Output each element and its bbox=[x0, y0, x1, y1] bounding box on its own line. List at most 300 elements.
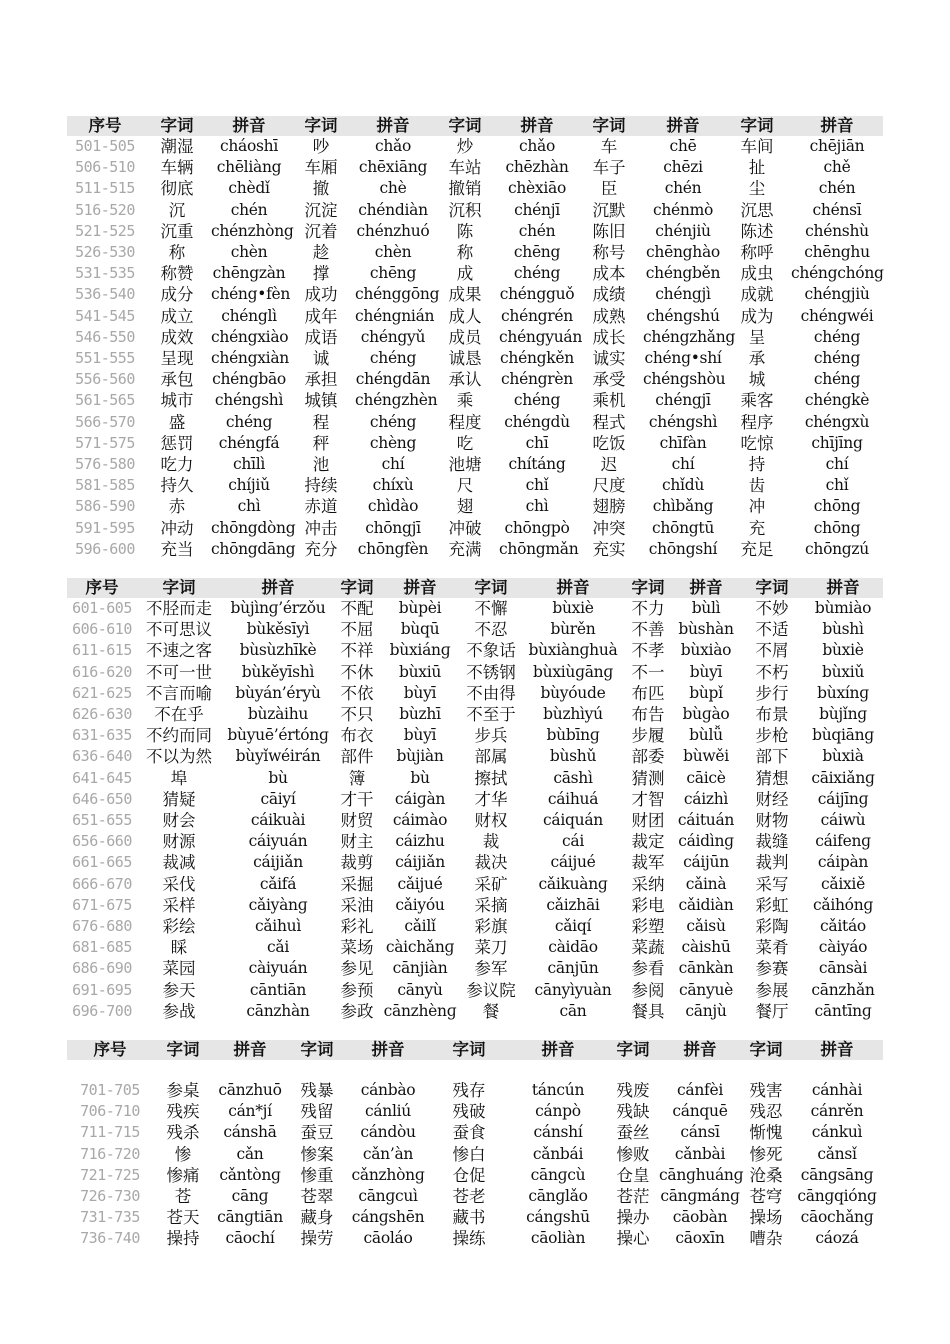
word-cell: 蚕豆 bbox=[300, 1123, 334, 1143]
word-cell: 成人 bbox=[448, 306, 482, 326]
pinyin-cell: bùxiè bbox=[552, 599, 594, 617]
pinyin-cell: chénggōng bbox=[355, 285, 440, 304]
pinyin-cell: bùkěsīyì bbox=[246, 620, 310, 639]
word-cell: 撤销 bbox=[448, 179, 482, 199]
word-cell: 操劳 bbox=[300, 1229, 334, 1249]
serial-cell: 666-670 bbox=[72, 874, 132, 893]
pinyin-cell: chénsī bbox=[812, 200, 862, 219]
word-cell: 程式 bbox=[592, 412, 626, 432]
word-cell: 程度 bbox=[448, 412, 482, 432]
pinyin-cell: bùqiānɡ bbox=[812, 726, 874, 745]
pinyin-cell: cāixiǎnɡ bbox=[811, 768, 875, 787]
pinyin-cell: bùpǐ bbox=[689, 683, 723, 702]
pinyin-cell: cǎiyóu bbox=[395, 895, 445, 914]
word-cell: 仓促 bbox=[452, 1165, 486, 1185]
serial-cell: 656-660 bbox=[72, 832, 132, 851]
word-cell: 冲破 bbox=[448, 518, 482, 538]
header-pinyin: 拼音 bbox=[791, 1040, 883, 1060]
table-header bbox=[67, 1040, 883, 1060]
header-pinyin: 拼音 bbox=[659, 1040, 741, 1060]
word-cell: 餐厅 bbox=[755, 1001, 789, 1021]
table-row bbox=[67, 369, 883, 390]
pinyin-cell: cānyuè bbox=[678, 980, 734, 999]
pinyin-cell: chéng bbox=[369, 412, 417, 431]
pinyin-cell: cǎnbái bbox=[532, 1144, 584, 1163]
word-cell: 车 bbox=[600, 137, 618, 156]
pinyin-cell: chǎo bbox=[374, 137, 412, 155]
word-cell: 苍穹 bbox=[749, 1187, 783, 1207]
pinyin-cell: bùqū bbox=[400, 620, 440, 639]
table-row bbox=[67, 704, 883, 725]
serial-cell: 531-535 bbox=[75, 264, 135, 283]
table-row bbox=[67, 1228, 883, 1249]
pinyin-cell: chōngtū bbox=[651, 518, 714, 537]
pinyin-cell: bùxiùɡānɡ bbox=[533, 662, 613, 681]
word-cell: 布告 bbox=[631, 705, 665, 725]
word-cell: 陈旧 bbox=[592, 221, 626, 241]
serial-cell: 586-590 bbox=[75, 497, 135, 516]
table-row bbox=[67, 157, 883, 178]
vocab-section-2 bbox=[67, 578, 883, 1022]
pinyin-cell: chéng•fèn bbox=[211, 285, 291, 304]
header-word: 字词 bbox=[137, 578, 221, 598]
header-word: 字词 bbox=[741, 578, 803, 598]
pinyin-cell: cāochí bbox=[225, 1229, 275, 1248]
table-row bbox=[67, 1080, 883, 1101]
pinyin-cell: chénglì bbox=[221, 306, 277, 325]
pinyin-cell: chéng bbox=[513, 391, 561, 410]
word-cell: 沉着 bbox=[304, 221, 338, 241]
word-cell: 不可思议 bbox=[146, 620, 212, 640]
pinyin-cell: chéng bbox=[369, 349, 417, 368]
pinyin-cell: cānjiàn bbox=[392, 959, 448, 978]
word-cell: 成为 bbox=[740, 306, 774, 326]
pinyin-cell: bùyóude bbox=[540, 683, 606, 702]
pinyin-cell: bùxiào bbox=[680, 641, 732, 660]
pinyin-cell: chénshù bbox=[805, 221, 869, 240]
table-row bbox=[67, 874, 883, 895]
table-row bbox=[67, 221, 883, 242]
serial-cell: 566-570 bbox=[75, 412, 135, 431]
word-cell: 惩罚 bbox=[160, 433, 194, 453]
pinyin-cell: cánrěn bbox=[810, 1102, 864, 1121]
word-cell: 成长 bbox=[592, 327, 626, 347]
serial-cell: 596-600 bbox=[75, 539, 135, 558]
table-row bbox=[67, 306, 883, 327]
table-row bbox=[67, 980, 883, 1001]
vocab-section-3 bbox=[67, 1040, 883, 1250]
pinyin-cell: chéngshú bbox=[646, 306, 720, 325]
pinyin-cell: cānɡcuì bbox=[358, 1187, 418, 1206]
pinyin-cell: bùxiè bbox=[822, 641, 864, 660]
table-row bbox=[67, 1165, 883, 1186]
word-cell: 不妙 bbox=[755, 599, 789, 618]
word-cell: 裁剪 bbox=[340, 853, 374, 873]
pinyin-cell: cǎixiě bbox=[821, 874, 865, 893]
pinyin-cell: cánshā bbox=[223, 1123, 277, 1142]
pinyin-cell: cānɡlǎo bbox=[528, 1187, 588, 1206]
pinyin-cell: chéndiàn bbox=[358, 200, 428, 219]
word-cell: 齿 bbox=[748, 476, 766, 496]
pinyin-cell: cǎizhāi bbox=[546, 895, 600, 914]
header-word: 字词 bbox=[575, 116, 643, 136]
word-cell: 不力 bbox=[631, 599, 665, 618]
table-row bbox=[67, 433, 883, 454]
pinyin-cell: cǎihónɡ bbox=[813, 895, 873, 914]
table-row bbox=[67, 683, 883, 704]
serial-cell: 576-580 bbox=[75, 455, 135, 474]
pinyin-cell: cǎnsǐ bbox=[817, 1144, 857, 1163]
word-cell: 诚恳 bbox=[448, 349, 482, 369]
word-cell: 擦拭 bbox=[474, 768, 508, 788]
word-cell: 成果 bbox=[448, 285, 482, 305]
word-cell: 操持 bbox=[166, 1229, 200, 1249]
word-cell: 菜刀 bbox=[474, 938, 508, 958]
pinyin-cell: cānɡcù bbox=[530, 1165, 586, 1184]
word-cell: 步行 bbox=[755, 683, 789, 703]
table-row bbox=[67, 136, 883, 157]
word-cell: 参阅 bbox=[631, 980, 665, 1000]
word-cell: 不锈钢 bbox=[466, 662, 516, 682]
word-cell: 成 bbox=[456, 264, 474, 284]
word-cell: 苍天 bbox=[166, 1208, 200, 1228]
word-cell: 秤 bbox=[312, 433, 330, 453]
pinyin-cell: chén bbox=[518, 221, 556, 240]
pinyin-cell: chōngjī bbox=[365, 518, 421, 537]
table-row bbox=[67, 518, 883, 539]
word-cell: 不象话 bbox=[466, 641, 516, 661]
word-cell: 参预 bbox=[340, 980, 374, 1000]
word-cell: 诚 bbox=[312, 349, 330, 369]
word-cell: 惨白 bbox=[452, 1144, 486, 1164]
pinyin-cell: càiyáo bbox=[818, 938, 868, 957]
pinyin-cell: chēng bbox=[369, 264, 417, 283]
word-cell: 睬 bbox=[170, 938, 188, 958]
pinyin-cell: cáijīnɡ bbox=[817, 789, 869, 808]
word-cell: 充满 bbox=[448, 539, 482, 559]
pinyin-cell: cānjūn bbox=[547, 959, 599, 978]
serial-cell: 706-710 bbox=[80, 1102, 140, 1121]
pinyin-cell: chǐ bbox=[525, 476, 549, 495]
pinyin-cell: chōngfèn bbox=[357, 539, 429, 558]
table-row bbox=[67, 768, 883, 789]
table-row bbox=[67, 937, 883, 958]
table-row bbox=[67, 284, 883, 305]
word-cell: 布衣 bbox=[340, 726, 374, 746]
header-pinyin: 拼音 bbox=[499, 116, 575, 136]
serial-cell: 571-575 bbox=[75, 433, 135, 452]
word-cell: 成就 bbox=[740, 285, 774, 305]
word-cell: 不至于 bbox=[466, 705, 516, 725]
word-cell: 呈 bbox=[748, 327, 766, 347]
pinyin-cell: cānɡqiónɡ bbox=[797, 1187, 877, 1206]
word-cell: 充足 bbox=[740, 539, 774, 559]
serial-cell: 716-720 bbox=[80, 1144, 140, 1163]
pinyin-cell: chējiān bbox=[809, 137, 865, 155]
word-cell: 吃力 bbox=[160, 455, 194, 475]
word-cell: 参桌 bbox=[166, 1081, 200, 1100]
pinyin-cell: cǎisù bbox=[686, 917, 726, 936]
pinyin-cell: chénmò bbox=[652, 200, 714, 219]
pinyin-cell: chéngdān bbox=[355, 370, 431, 389]
pinyin-cell: càiyuán bbox=[248, 959, 308, 978]
pinyin-cell: chénjiù bbox=[655, 221, 711, 240]
word-cell: 冲动 bbox=[160, 518, 194, 538]
word-cell: 彩电 bbox=[631, 895, 665, 915]
word-cell: 裁决 bbox=[474, 853, 508, 873]
word-cell: 持久 bbox=[160, 476, 194, 496]
table-row bbox=[67, 831, 883, 852]
word-cell: 仓皇 bbox=[616, 1165, 650, 1185]
word-cell: 彩绘 bbox=[162, 917, 196, 937]
pinyin-cell: chě bbox=[823, 158, 851, 177]
word-cell: 步枪 bbox=[755, 726, 789, 746]
pinyin-cell: cǎifá bbox=[259, 874, 297, 893]
word-cell: 撑 bbox=[312, 264, 330, 284]
serial-cell: 556-560 bbox=[75, 370, 135, 389]
pinyin-cell: chéngxù bbox=[804, 412, 870, 431]
pinyin-cell: chéngshì bbox=[648, 412, 718, 431]
pinyin-cell: chēzhàn bbox=[505, 158, 569, 177]
word-cell: 成功 bbox=[304, 285, 338, 305]
pinyin-cell: bùjìnɡ’érzǒu bbox=[230, 599, 326, 617]
pinyin-cell: cánquē bbox=[672, 1102, 728, 1121]
word-cell: 成语 bbox=[304, 327, 338, 347]
pinyin-cell: cáihuá bbox=[547, 789, 599, 808]
pinyin-cell: chēnghào bbox=[646, 243, 720, 262]
word-cell: 不依 bbox=[340, 683, 374, 703]
word-cell: 沧桑 bbox=[749, 1165, 783, 1185]
pinyin-cell: chīlì bbox=[232, 455, 266, 474]
pinyin-cell: cānɡhuánɡ bbox=[659, 1165, 744, 1184]
pinyin-cell: bùshǔ bbox=[549, 747, 597, 766]
word-cell: 裁军 bbox=[631, 853, 665, 873]
pinyin-cell: cháoshī bbox=[219, 137, 279, 155]
pinyin-cell: chéngjiù bbox=[804, 285, 870, 304]
word-cell: 称 bbox=[168, 243, 186, 263]
pinyin-cell: chēliàng bbox=[216, 158, 282, 177]
serial-cell: 581-585 bbox=[75, 476, 135, 495]
word-cell: 不胫而走 bbox=[146, 599, 212, 618]
word-cell: 裁缝 bbox=[755, 832, 789, 852]
serial-cell: 711-715 bbox=[80, 1123, 140, 1142]
word-cell: 车厢 bbox=[304, 158, 338, 178]
pinyin-cell: chíjiǔ bbox=[228, 476, 270, 495]
word-cell: 车子 bbox=[592, 158, 626, 178]
table-body bbox=[67, 598, 883, 1022]
pinyin-cell: chìbǎng bbox=[652, 497, 714, 516]
pinyin-cell: cāiyí bbox=[260, 789, 296, 808]
word-cell: 彩塑 bbox=[631, 917, 665, 937]
table-row bbox=[67, 640, 883, 661]
word-cell: 菜场 bbox=[340, 938, 374, 958]
word-cell: 呈现 bbox=[160, 349, 194, 369]
word-cell: 沉淀 bbox=[304, 200, 338, 220]
pinyin-cell: cǎikuànɡ bbox=[538, 874, 608, 893]
pinyin-cell: bùshì bbox=[822, 620, 864, 639]
word-cell: 成绩 bbox=[592, 285, 626, 305]
pinyin-cell: bùyán’éryù bbox=[235, 683, 321, 702]
word-cell: 餐 bbox=[482, 1001, 500, 1021]
serial-cell: 721-725 bbox=[80, 1165, 140, 1184]
word-cell: 不懈 bbox=[474, 599, 508, 618]
pinyin-cell: bùpèi bbox=[398, 599, 442, 617]
word-cell: 采摘 bbox=[474, 895, 508, 915]
pinyin-cell: chéngfá bbox=[218, 433, 280, 452]
pinyin-cell: bùjiàn bbox=[396, 747, 444, 766]
word-cell: 不朽 bbox=[755, 662, 789, 682]
pinyin-cell: chōngzú bbox=[805, 539, 869, 558]
pinyin-cell: cáizhu bbox=[395, 832, 445, 851]
pinyin-cell: chéngxiào bbox=[211, 327, 289, 346]
header-pinyin: 拼音 bbox=[521, 578, 625, 598]
serial-cell: 671-675 bbox=[72, 895, 132, 914]
serial-cell: 646-650 bbox=[72, 789, 132, 808]
pinyin-cell: cāobàn bbox=[672, 1208, 728, 1227]
word-cell: 采伐 bbox=[162, 874, 196, 894]
pinyin-cell: chēzi bbox=[663, 158, 703, 177]
word-cell: 池塘 bbox=[448, 455, 482, 475]
word-cell: 成立 bbox=[160, 306, 194, 326]
word-cell: 采样 bbox=[162, 895, 196, 915]
pinyin-cell: cānɡ bbox=[231, 1187, 269, 1206]
word-cell: 持续 bbox=[304, 476, 338, 496]
pinyin-cell: cáiwù bbox=[820, 811, 866, 830]
word-cell: 炒 bbox=[456, 137, 474, 156]
word-cell: 参战 bbox=[162, 1001, 196, 1021]
header-pinyin: 拼音 bbox=[803, 578, 883, 598]
header-word: 字词 bbox=[461, 578, 521, 598]
pinyin-cell: chēngzàn bbox=[212, 264, 286, 283]
pinyin-cell: chéngchóng bbox=[791, 264, 884, 283]
pinyin-cell: cáiɡàn bbox=[394, 789, 446, 808]
pinyin-cell: chéng bbox=[513, 264, 561, 283]
pinyin-cell: chōngdòng bbox=[211, 518, 296, 537]
word-cell: 盛 bbox=[168, 412, 186, 432]
pinyin-cell: chéngwéi bbox=[800, 306, 874, 325]
pinyin-cell: chījīng bbox=[811, 433, 863, 452]
word-cell: 成效 bbox=[160, 327, 194, 347]
word-cell: 采掘 bbox=[340, 874, 374, 894]
vocab-table bbox=[67, 116, 883, 560]
serial-cell: 731-735 bbox=[80, 1208, 140, 1227]
word-cell: 迟 bbox=[600, 455, 618, 475]
word-cell: 冲 bbox=[748, 497, 766, 517]
pinyin-cell: chéngyuán bbox=[499, 327, 583, 346]
word-cell: 残破 bbox=[452, 1102, 486, 1122]
pinyin-cell: chōng bbox=[813, 518, 861, 537]
pinyin-cell: cánpò bbox=[535, 1102, 581, 1121]
word-cell: 参见 bbox=[340, 959, 374, 979]
pinyin-cell: cánshí bbox=[533, 1123, 583, 1142]
word-cell: 不以为然 bbox=[146, 747, 212, 767]
pinyin-cell: chōngmǎn bbox=[499, 539, 579, 558]
pinyin-cell: cāshì bbox=[553, 768, 593, 787]
word-cell: 苍老 bbox=[452, 1187, 486, 1207]
word-cell: 裁 bbox=[482, 832, 500, 852]
word-cell: 惭愧 bbox=[749, 1123, 783, 1143]
word-cell: 称赞 bbox=[160, 264, 194, 284]
pinyin-cell: chīfàn bbox=[659, 433, 707, 452]
word-cell: 不只 bbox=[340, 705, 374, 725]
pinyin-cell: chì bbox=[237, 497, 261, 516]
pinyin-cell: cáimào bbox=[392, 811, 448, 830]
header-word: 字词 bbox=[143, 116, 211, 136]
word-cell: 彩礼 bbox=[340, 917, 374, 937]
pinyin-cell: chì bbox=[525, 497, 549, 516]
pinyin-cell: cáozá bbox=[815, 1229, 859, 1248]
word-cell: 称呼 bbox=[740, 243, 774, 263]
word-cell: 苍茫 bbox=[616, 1187, 650, 1207]
table-row bbox=[67, 454, 883, 475]
pinyin-cell: chí bbox=[381, 455, 405, 474]
pinyin-cell: chèxiāo bbox=[507, 179, 566, 198]
serial-cell: 536-540 bbox=[75, 285, 135, 304]
word-cell: 吃 bbox=[456, 433, 474, 453]
header-pinyin: 拼音 bbox=[643, 116, 723, 136]
pinyin-cell: chéng bbox=[225, 412, 273, 431]
header-pinyin: 拼音 bbox=[791, 116, 883, 136]
word-cell: 嘈杂 bbox=[749, 1229, 783, 1249]
table-row bbox=[67, 958, 883, 979]
word-cell: 残缺 bbox=[616, 1102, 650, 1122]
header-pinyin: 拼音 bbox=[671, 578, 741, 598]
pinyin-cell: cāoláo bbox=[363, 1229, 413, 1248]
table-row bbox=[67, 619, 883, 640]
pinyin-cell: chén bbox=[818, 179, 856, 198]
word-cell: 彩旗 bbox=[474, 917, 508, 937]
pinyin-cell: cáijiǎn bbox=[395, 853, 445, 872]
word-cell: 裁判 bbox=[755, 853, 789, 873]
pinyin-cell: bùxiánɡ bbox=[389, 641, 451, 660]
header-word: 字词 bbox=[431, 116, 499, 136]
pinyin-cell: bùxínɡ bbox=[817, 683, 869, 702]
pinyin-cell: bùmiào bbox=[814, 599, 872, 617]
table-row bbox=[67, 1101, 883, 1122]
pinyin-cell: chōngpò bbox=[504, 518, 570, 537]
word-cell: 池 bbox=[312, 455, 330, 475]
pinyin-cell: chénjī bbox=[514, 200, 560, 219]
pinyin-cell: cāoliàn bbox=[530, 1229, 586, 1248]
serial-cell: 651-655 bbox=[72, 811, 132, 830]
word-cell: 成熟 bbox=[592, 306, 626, 326]
pinyin-cell: chèdǐ bbox=[228, 179, 270, 198]
pinyin-cell: cǎi bbox=[267, 938, 289, 957]
word-cell: 不言而喻 bbox=[146, 683, 212, 703]
spacer-row bbox=[67, 1060, 883, 1080]
table-body bbox=[67, 136, 883, 560]
table-row bbox=[67, 327, 883, 348]
word-cell: 蚕丝 bbox=[616, 1123, 650, 1143]
word-cell: 赤道 bbox=[304, 497, 338, 517]
word-cell: 菜园 bbox=[162, 959, 196, 979]
word-cell: 充实 bbox=[592, 539, 626, 559]
word-cell: 餐具 bbox=[631, 1001, 665, 1021]
pinyin-cell: cáikuài bbox=[250, 811, 306, 830]
table-row bbox=[67, 916, 883, 937]
pinyin-cell: cānsài bbox=[818, 959, 868, 978]
pinyin-cell: chéngběn bbox=[645, 264, 721, 283]
word-cell: 沉 bbox=[168, 200, 186, 220]
word-cell: 沉默 bbox=[592, 200, 626, 220]
word-cell: 部委 bbox=[631, 747, 665, 767]
word-cell: 财经 bbox=[755, 789, 789, 809]
header-word: 字词 bbox=[335, 578, 379, 598]
pinyin-cell: chéngzhǎng bbox=[643, 327, 736, 346]
serial-cell: 601-605 bbox=[72, 599, 132, 617]
serial-cell: 686-690 bbox=[72, 959, 132, 978]
word-cell: 不一 bbox=[631, 662, 665, 682]
